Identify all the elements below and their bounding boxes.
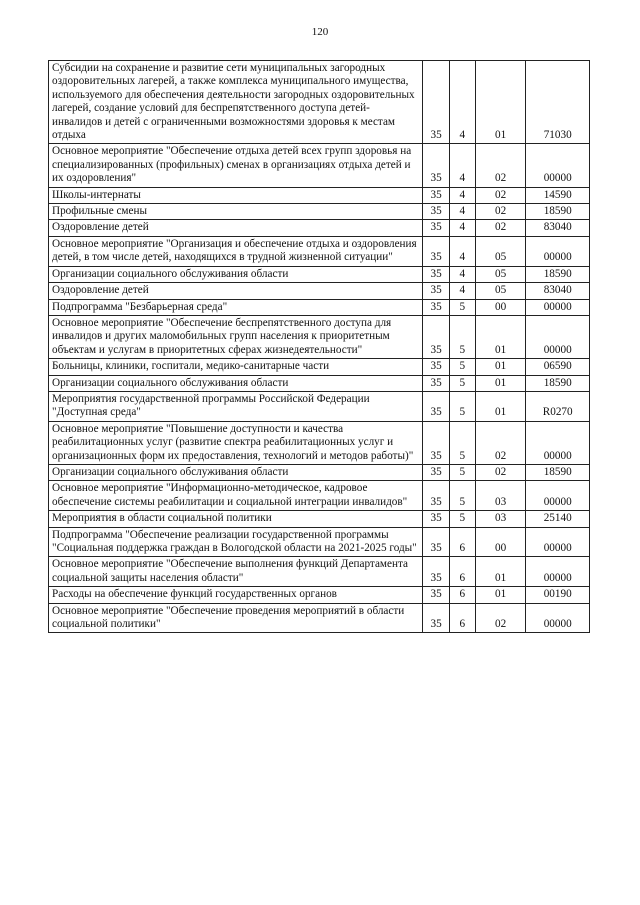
row-name-cell: Оздоровление детей [49,220,423,236]
program-code-cell: 35 [423,557,449,587]
row-name-cell: Основное мероприятие "Организация и обеспечение отдыха и оздоровления детей, в том числе детей, находящихся в трудной жизненной ситуации" [49,236,423,266]
row-name-cell: Основное мероприятие "Обеспечение проведения мероприятий в области социальной политики" [49,603,423,633]
subprogram-code-cell: 4 [449,61,475,144]
row-name-cell: Расходы на обеспечение функций государственных органов [49,587,423,603]
activity-code-cell: 03 [475,511,525,527]
program-code-cell: 35 [423,421,449,464]
table-row [49,220,590,236]
activity-code-cell: 03 [475,481,525,511]
subprogram-code-cell: 4 [449,144,475,187]
subprogram-code-cell: 4 [449,204,475,220]
table-row [49,299,590,315]
activity-code-cell: 02 [475,464,525,480]
activity-code-cell: 02 [475,144,525,187]
row-name-cell: Организации социального обслуживания области [49,375,423,391]
expense-direction-cell: 25140 [526,511,590,527]
subprogram-code-cell: 4 [449,283,475,299]
subprogram-code-cell: 5 [449,299,475,315]
expense-direction-cell: 00000 [526,603,590,633]
activity-code-cell: 02 [475,603,525,633]
expense-direction-cell: 00000 [526,236,590,266]
budget-classification-table [48,60,590,633]
page-number: 120 [311,26,329,38]
activity-code-cell: 01 [475,557,525,587]
program-code-cell: 35 [423,359,449,375]
expense-direction-cell: 00000 [526,557,590,587]
row-name-cell: Школы-интернаты [49,187,423,203]
row-name-cell: Организации социального обслуживания области [49,464,423,480]
program-code-cell: 35 [423,299,449,315]
subprogram-code-cell: 5 [449,359,475,375]
expense-direction-cell: 00000 [526,421,590,464]
expense-direction-cell: 00000 [526,144,590,187]
table-row [49,187,590,203]
row-name-cell: Основное мероприятие "Повышение доступности и качества реабилитационных услуг (развитие спектра реабилитационных услуг и организационных форм их предоставления, технологий и методов работы)" [49,421,423,464]
subprogram-code-cell: 4 [449,236,475,266]
expense-direction-cell: 83040 [526,283,590,299]
expense-direction-cell: 00190 [526,587,590,603]
table-row [49,144,590,187]
table-row [49,283,590,299]
subprogram-code-cell: 5 [449,391,475,421]
table-row [49,511,590,527]
subprogram-code-cell: 4 [449,266,475,282]
program-code-cell: 35 [423,375,449,391]
table-row [49,266,590,282]
table-row [49,557,590,587]
table-row [49,315,590,358]
program-code-cell: 35 [423,315,449,358]
expense-direction-cell: 71030 [526,61,590,144]
program-code-cell: 35 [423,220,449,236]
subprogram-code-cell: 6 [449,603,475,633]
activity-code-cell: 05 [475,266,525,282]
program-code-cell: 35 [423,481,449,511]
program-code-cell: 35 [423,204,449,220]
table-row [49,61,590,144]
subprogram-code-cell: 5 [449,375,475,391]
row-name-cell: Подпрограмма "Обеспечение реализации государственной программы "Социальная поддержка граждан в Вологодской области на 2021-2025 годы" [49,527,423,557]
subprogram-code-cell: 5 [449,511,475,527]
table-row [49,375,590,391]
row-name-cell: Основное мероприятие "Обеспечение выполнения функций Департамента социальной защиты населения области" [49,557,423,587]
expense-direction-cell: 18590 [526,266,590,282]
table-row [49,391,590,421]
row-name-cell: Мероприятия в области социальной политики [49,511,423,527]
subprogram-code-cell: 5 [449,481,475,511]
expense-direction-cell: 00000 [526,527,590,557]
activity-code-cell: 00 [475,299,525,315]
expense-direction-cell: 00000 [526,299,590,315]
program-code-cell: 35 [423,266,449,282]
program-code-cell: 35 [423,511,449,527]
activity-code-cell: 01 [475,391,525,421]
row-name-cell: Больницы, клиники, госпитали, медико-санитарные части [49,359,423,375]
row-name-cell: Организации социального обслуживания области [49,266,423,282]
expense-direction-cell: 06590 [526,359,590,375]
program-code-cell: 35 [423,61,449,144]
program-code-cell: 35 [423,587,449,603]
row-name-cell: Оздоровление детей [49,283,423,299]
expense-direction-cell: 83040 [526,220,590,236]
activity-code-cell: 02 [475,187,525,203]
table-row [49,527,590,557]
activity-code-cell: 01 [475,375,525,391]
subprogram-code-cell: 4 [449,220,475,236]
program-code-cell: 35 [423,391,449,421]
subprogram-code-cell: 5 [449,421,475,464]
subprogram-code-cell: 5 [449,464,475,480]
activity-code-cell: 02 [475,421,525,464]
subprogram-code-cell: 6 [449,557,475,587]
program-code-cell: 35 [423,236,449,266]
program-code-cell: 35 [423,283,449,299]
activity-code-cell: 02 [475,204,525,220]
table-body [49,61,590,633]
expense-direction-cell: R0270 [526,391,590,421]
table-row [49,421,590,464]
row-name-cell: Основное мероприятие "Информационно-методическое, кадровое обеспечение системы реабилитации и социальной интеграции инвалидов" [49,481,423,511]
expense-direction-cell: 00000 [526,481,590,511]
activity-code-cell: 02 [475,220,525,236]
row-name-cell: Подпрограмма "Безбарьерная среда" [49,299,423,315]
expense-direction-cell: 00000 [526,315,590,358]
row-name-cell: Основное мероприятие "Обеспечение беспрепятственного доступа для инвалидов и других маломобильных групп населения к приоритетным объектам и услугам в приоритетных сферах жизнедеятельности" [49,315,423,358]
table-row [49,204,590,220]
activity-code-cell: 01 [475,587,525,603]
table-row [49,236,590,266]
expense-direction-cell: 18590 [526,464,590,480]
row-name-cell: Мероприятия государственной программы Российской Федерации "Доступная среда" [49,391,423,421]
activity-code-cell: 01 [475,359,525,375]
subprogram-code-cell: 4 [449,187,475,203]
activity-code-cell: 01 [475,315,525,358]
table-row [49,359,590,375]
activity-code-cell: 00 [475,527,525,557]
subprogram-code-cell: 5 [449,315,475,358]
row-name-cell: Профильные смены [49,204,423,220]
activity-code-cell: 05 [475,283,525,299]
expense-direction-cell: 14590 [526,187,590,203]
activity-code-cell: 05 [475,236,525,266]
expense-direction-cell: 18590 [526,375,590,391]
program-code-cell: 35 [423,527,449,557]
table-row [49,464,590,480]
subprogram-code-cell: 6 [449,587,475,603]
program-code-cell: 35 [423,187,449,203]
row-name-cell: Основное мероприятие "Обеспечение отдыха детей всех групп здоровья на специализированных (профильных) сменах в организациях отдыха детей и их оздоровления" [49,144,423,187]
table-row [49,481,590,511]
program-code-cell: 35 [423,144,449,187]
program-code-cell: 35 [423,603,449,633]
activity-code-cell: 01 [475,61,525,144]
table-row [49,587,590,603]
expense-direction-cell: 18590 [526,204,590,220]
program-code-cell: 35 [423,464,449,480]
table-row [49,603,590,633]
subprogram-code-cell: 6 [449,527,475,557]
row-name-cell: Субсидии на сохранение и развитие сети муниципальных загородных оздоровительных лагерей, а также комплекса муниципального имущества, используемого для обеспечения деятельности загородных оздоровительных лагерей, создание условий для беспрепятственного доступа детей-инвалидов и детей с ограниченными возможностями здоровья к местам отдыха [49,61,423,144]
